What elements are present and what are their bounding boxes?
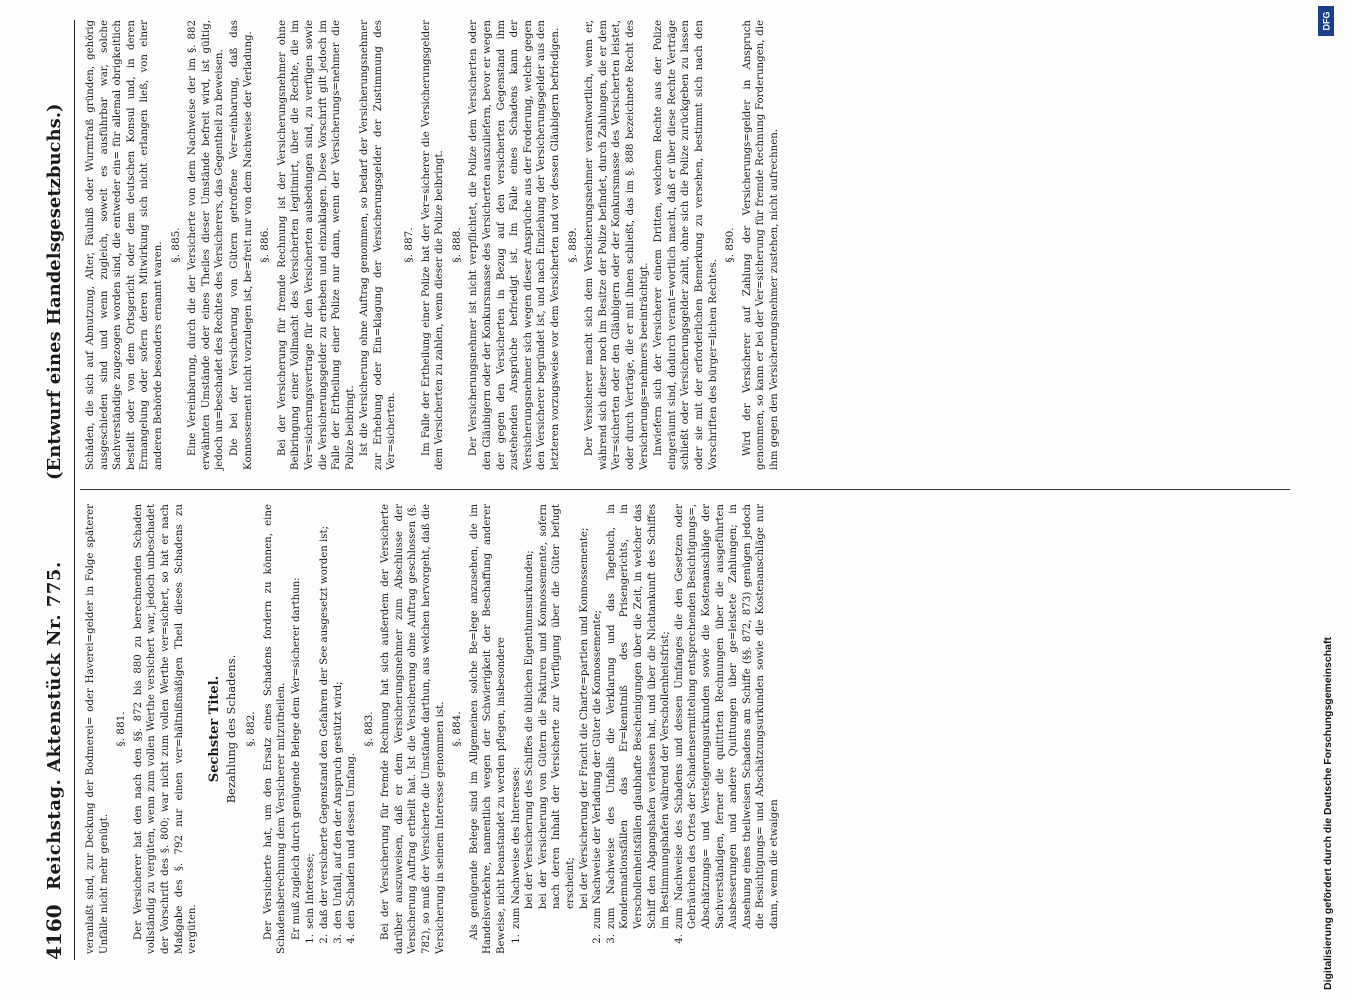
paragraph: Schäden, die sich auf Abnutzung, Alter, Fäulniß oder Wurmfraß gründen, gehörig ausgeschieden sind und wenn zugleich, soweit es ausführbar war, solche Sachverständige zugezogen worden sind, die entweder ein= für allemal obrigkeitlich bestellt oder von dem Ortsgericht oder dem deutschen Konsul und, in deren Ermangelung oder sofern deren Mitwirkung sich nicht erlangen ließ, von einer anderen Behörde besonders ernannt waren. xyxy=(85,20,164,470)
list-item: 3. den Unfall, auf den der Anspruch gestützt wird; xyxy=(332,681,344,944)
list-item: 1. sein Interesse; xyxy=(305,853,317,944)
paragraph: Als genügende Belege sind im Allgemeinen solche Be=lege anzusehen, die im Handelsverkehre, namentlich wegen der Schwierigkeit der Beschaffung anderer Beweise, nicht beanstandet zu werden pflegen, insbesondere xyxy=(468,504,508,954)
header-title: Reichstag. Aktenstück Nr. 775. xyxy=(43,561,65,890)
dfg-logo-icon: DFG xyxy=(1318,6,1334,36)
section-heading: §. 883. xyxy=(362,711,375,747)
list-item: 1. zum Nachweise des Interesses: xyxy=(510,766,522,944)
list xyxy=(510,504,782,954)
right-column xyxy=(84,20,783,470)
paragraph: Wird der Versicherer auf Zahlung der Versicherungs=gelder in Anspruch genommen, so kann er bei der Ver=sicherung für fremde Rechnung Forderungen, die ihm gegen den Versicherungsnehmer zustehen, nicht aufrechnen. xyxy=(741,20,780,470)
paragraph: Bei der Versicherung für fremde Rechnung ist der Versicherungsnehmer ohne Beibringung einer Vollmacht des Versicherten legitimirt, über die Rechte, die im Ver=sicherungsvertrage für den Versicherten ausbedungen sind, zu verfügen sowie die Versicherungsgelder zu erheben und einzuklagen. Diese Vorschrift gilt jedoch im Falle der Ertheilung einer Polize nur dann, wenn der Versicherungs=nehmer die Polize beibringt. xyxy=(276,20,356,470)
header-rule xyxy=(74,20,75,960)
left-column xyxy=(84,504,782,954)
page-header xyxy=(36,0,72,1000)
list-item: 4. zum Nachweise des Schadens und dessen Umfanges die den Gesetzen oder Gebräuchen des Ortes der Schadensermittelung entsprechenden Besichtigungs=, Abschätzungs= und Versteigerungsurkunden sowie die Kostenanschläge der Sachverständigen, ferner die quittirten Rechnungen über die ausgeführten Ausbesserungen und andere Quittungen über ge=leistete Zahlungen; in Ansehung eines theilweisen Schadens am Schiffe (§§. 872, 873) genügen jedoch die Besichtigungs= und Abschätzungsurkunden sowie die Kostenanschläge nur dann, wenn die etwaigen xyxy=(673,504,780,944)
paragraph: Der Versicherte hat, um den Ersatz eines Schadens fordern zu können, eine Schadensberechnung dem Versicherer mitzutheilen. xyxy=(262,504,288,954)
column-divider xyxy=(80,489,1290,490)
section-heading: §. 882. xyxy=(244,711,257,747)
paragraph: Eine Vereinbarung, durch die der Versicherte von dem Nachweise der im §. 882 erwähnten Umstände oder eines Theiles dieser Umstände befreit wird, ist gültig, jedoch un=beschadet des Rechtes des Versicherers, das Gegentheil zu beweisen. xyxy=(187,20,226,470)
paragraph: Der Versicherer macht sich dem Versicherungsnehmer verantwortlich, wenn er, während sich dieser noch im Besitze der Polize befindet, durch Zahlungen, die er dem Ver=sicherten oder den Gläubigern oder der Konkursmasse des Versicherten leistet, oder durch Verträge, die er mit ihnen schließt, das im §. 888 bezeichnete Recht des Versicherungs=nehmers beeinträchtigt. xyxy=(584,20,650,470)
paragraph: Er muß zugleich durch genügende Belege dem Ver=sicherer darthun: xyxy=(290,577,302,940)
list-item: 4. den Schaden und dessen Umfang. xyxy=(346,752,358,944)
page-number: 4160 xyxy=(42,904,66,960)
title-subheading: Bezahlung des Schadens. xyxy=(224,654,239,804)
paragraph: veranlaßt sind, zur Deckung der Bodmerei= oder Haverei=gelder in Folge späterer Unfälle nicht mehr genügt. xyxy=(85,504,110,954)
header-right-title: (Entwurf eines Handelsgesetzbuchs.) xyxy=(43,103,65,480)
section-heading: §. 885. xyxy=(169,227,182,263)
section-heading: §. 890. xyxy=(724,227,737,263)
paragraph: Im Falle der Ertheilung einer Polize hat der Ver=sicherer die Versicherungsgelder dem Versicherten zu zahlen, wenn dieser die Polize beibringt. xyxy=(420,20,446,470)
section-heading: §. 889. xyxy=(566,227,579,263)
paragraph: Bei der Versicherung für fremde Rechnung hat sich außerdem der Versicherte darüber auszuweisen, daß er dem Versicherungsnehmer zum Abschlusse der Versicherung Auftrag ertheilt hat. Ist die Versicherung ohne Auftrag geschlossen (§. 782), so muß der Versicherte die Umstände darthun, aus welchen hervorgeht, daß die Versicherung in seinem Interesse genommen ist. xyxy=(380,504,446,954)
paragraph: Die bei der Versicherung von Gütern getroffene Ver=einbarung, daß das Konnossement nicht vorzulegen ist, be=freit nur von dem Nachweise der Verladung. xyxy=(228,20,254,470)
section-heading: §. 887. xyxy=(403,227,416,263)
title-heading: Sechster Titel. xyxy=(206,675,222,783)
section-heading: §. 884. xyxy=(451,711,464,747)
digitization-credit: Digitalisierung gefördert durch die Deutsche Forschungsgemeinschaft xyxy=(1322,637,1334,990)
paragraph: Der Versicherer hat den nach den §§. 872 bis 880 zu berechnenden Schaden vollständig zu vergüten, wenn zum vollen Werthe versichert war, jedoch unbeschadet der Vorschrift des §. 800; war nicht zum vollen Werthe ver=sichert, so hat er nach Maßgabe des §. 792 nur einen ver=hältnißmäßigen Theil dieses Schadens zu vergüten. xyxy=(132,504,199,954)
list-item: 2. daß der versicherte Gegenstand den Gefahren der See ausgesetzt worden ist; xyxy=(318,525,330,944)
section-heading: §. 888. xyxy=(450,227,463,263)
paragraph: Der Versicherungsnehmer ist nicht verpflichtet, die Polize dem Versicherten oder den Gläubigern oder der Konkursmasse des Versicherten auszuliefern, bevor er wegen der gegen den Versicherten in Bezug auf den versicherten Gegenstand ihm zustehenden Ansprüche befriedigt ist. Im Falle eines Schadens kann der Versicherungsnehmer sich wegen dieser Ansprüche aus der Forderung, welche gegen den Versicherer begründet ist, und nach Einziehung der Versicherungsgelder aus den letzteren vorzugsweise vor dem Versicherten und vor dessen Gläubigern befriedigen. xyxy=(468,20,561,470)
list-item: bei der Versicherung des Schiffes die üblichen Eigenthumsurkunden; xyxy=(524,550,536,909)
section-heading: §. 881. xyxy=(115,711,128,747)
rotated-document-page xyxy=(36,0,1316,1000)
list xyxy=(304,504,358,954)
paragraph: Ist die Versicherung ohne Auftrag genommen, so bedarf der Versicherungsnehmer zur Erhebung oder Ein=klagung der Versicherungsgelder der Zustimmung des Ver=sicherten. xyxy=(359,20,398,470)
list-item: 2. zum Nachweise der Verladung der Güter die Konnossemente; xyxy=(592,610,604,944)
list-item: 3. zum Nachweise des Unfalls die Verklarung und das Tagebuch, in Kondemnationsfällen das Er=kenntniß des Prisengerichts, in Verschollenheitsfällen glaubhafte Bescheinigungen über die Zeit, in welcher das Schiff den Abgangshafen verlassen hat, und über die Nichtankunft des Schiffes im Bestimmungshafen während der Verschollenheitsfrist; xyxy=(605,504,672,944)
section-heading: §. 886. xyxy=(259,227,272,263)
list-item: bei der Versicherung der Fracht die Charte=partien und Konnossemente; xyxy=(578,527,590,909)
list-item: bei der Versicherung von Gütern die Fakturen und Konnossemente, sofern nach deren Inhalt der Versicherte zur Verfügung über die Güter befugt erscheint; xyxy=(537,504,576,909)
paragraph: Inwiefern sich der Versicherer einem Dritten, welchem Rechte aus der Polize eingeräumt sind, dadurch verant=wortlich macht, daß er über diese Rechte Verträge schließt oder Versicherungsgelder zahlt, ohne sich die Polize zurückgeben zu lassen oder sie mit der erforderlichen Bemerkung zu versehen, bestimmt sich nach den Vorschriften des bürger=lichen Rechtes. xyxy=(653,20,719,470)
